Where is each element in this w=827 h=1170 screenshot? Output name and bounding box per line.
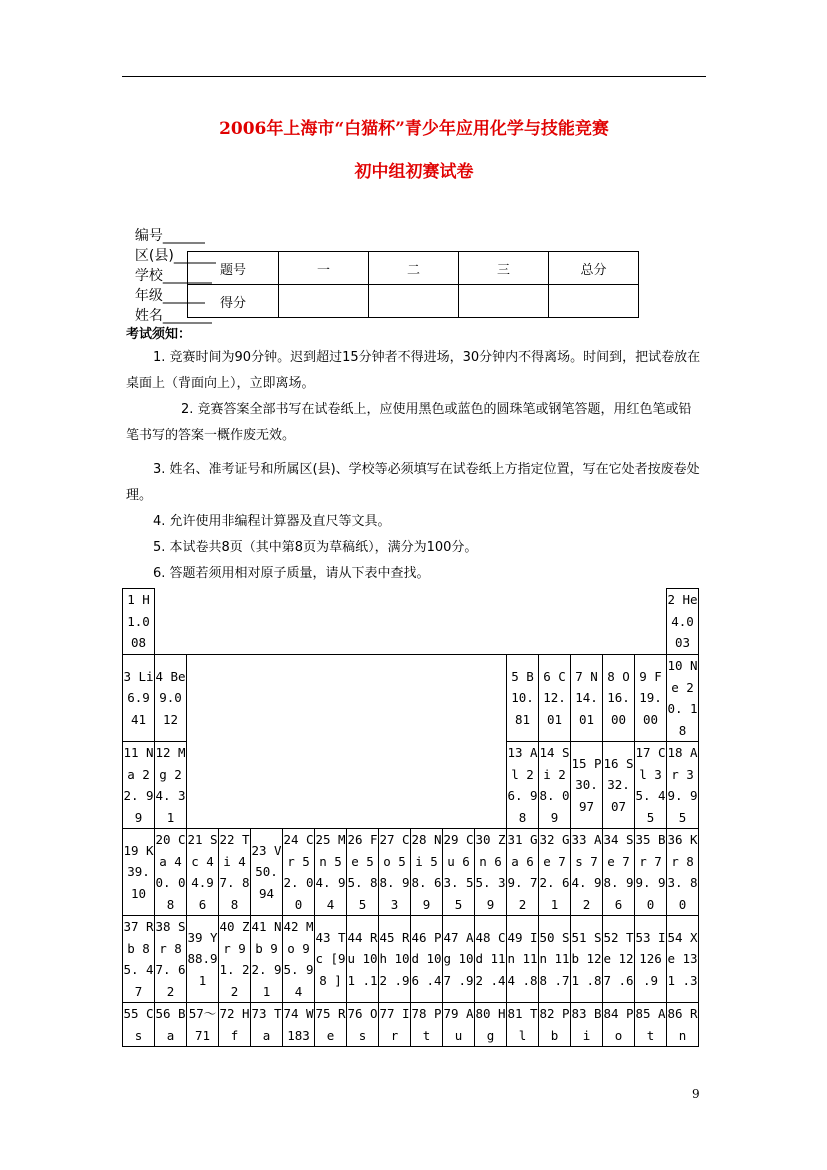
element-cell: 36 Kr 83. 80 — [667, 829, 699, 916]
element-cell: 4 Be 9.0 12 — [155, 655, 187, 742]
element-cell: 47 Ag 107 .9 — [443, 916, 475, 1003]
periodic-table — [122, 588, 699, 1047]
element-cell: 16 S 32. 07 — [603, 742, 635, 829]
element-cell: 9 F 19. 00 — [635, 655, 667, 742]
element-cell: 45 Rh 102 .9 — [379, 916, 411, 1003]
score-header-row — [188, 252, 639, 285]
element-cell: 80 Hg — [475, 1003, 507, 1047]
element-cell: 1 H 1.0 08 — [123, 589, 155, 655]
notice-item: 6. 答题若须用相对原子质量，请从下表中查找。 — [153, 566, 430, 581]
element-cell: 13 Al 26. 98 — [507, 742, 539, 829]
exam-subtitle: 初中组初赛试卷 — [354, 162, 474, 182]
element-cell: 5 B 10. 81 — [507, 655, 539, 742]
score-row-label: 得分 — [188, 285, 279, 318]
element-cell: 32 Ge 72. 61 — [539, 829, 571, 916]
element-cell: 2 He 4.0 03 — [667, 589, 699, 655]
element-cell: 28 Ni 58. 69 — [411, 829, 443, 916]
score-cell — [369, 285, 459, 318]
field-school: 学校_______ — [134, 268, 212, 284]
element-cell: 41 Nb 92. 91 — [251, 916, 283, 1003]
element-cell: 30 Zn 65. 39 — [475, 829, 507, 916]
exam-title: 2006年上海市“白猫杯”青少年应用化学与技能竞赛 — [219, 119, 609, 139]
element-cell: 37 Rb 85. 47 — [123, 916, 155, 1003]
score-table — [187, 251, 639, 318]
element-cell: 72 Hf — [219, 1003, 251, 1047]
element-cell: 53 I 126 .9 — [635, 916, 667, 1003]
element-cell: 79 Au — [443, 1003, 475, 1047]
field-grade: 年级______ — [134, 288, 205, 304]
element-cell: 3 Li 6.9 41 — [123, 655, 155, 742]
element-cell: 25 Mn 54. 94 — [315, 829, 347, 916]
element-cell: 77 Ir — [379, 1003, 411, 1047]
table-gap — [187, 655, 507, 829]
score-row — [188, 285, 639, 318]
element-cell: 27 Co 58. 93 — [379, 829, 411, 916]
element-cell: 39 Y 88.9 1 — [187, 916, 219, 1003]
field-district: 区(县)______ — [134, 248, 216, 264]
element-cell: 12 Mg 24. 31 — [155, 742, 187, 829]
notice-heading: 考试须知： — [126, 327, 192, 342]
element-cell: 10 Ne 20. 18 — [667, 655, 699, 742]
element-cell: 85 At — [635, 1003, 667, 1047]
element-cell: 23 V 50. 94 — [251, 829, 283, 916]
score-cell — [549, 285, 639, 318]
element-cell: 22 Ti 47. 88 — [219, 829, 251, 916]
element-cell: 73 Ta — [251, 1003, 283, 1047]
notice-item: 3. 姓名、准考证号和所属区(县)、学校等必须填写在试卷纸上方指定位置，写在它处者按废卷处理。 — [126, 462, 700, 503]
element-cell: 78 Pt — [411, 1003, 443, 1047]
element-cell: 31 Ga 69. 72 — [507, 829, 539, 916]
score-header-cell: 二 — [369, 252, 459, 285]
element-cell: 19 K 39. 10 — [123, 829, 155, 916]
header-rule — [122, 76, 706, 77]
element-cell: 26 Fe 55. 85 — [347, 829, 379, 916]
field-number: 编号______ — [134, 228, 205, 244]
element-cell: 18 Ar 39. 95 — [667, 742, 699, 829]
element-cell: 51 Sb 121 .8 — [571, 916, 603, 1003]
notice-item: 2. 竞赛答案全部书写在试卷纸上，应使用黑色或蓝色的圆珠笔或钢笔答题，用红色笔或铅笔书写的答案一概作废无效。 — [126, 402, 692, 443]
field-name: 姓名_______ — [134, 308, 212, 324]
element-cell: 57～ 71 — [187, 1003, 219, 1047]
element-cell: 35 Br 79. 90 — [635, 829, 667, 916]
score-header-cell: 总分 — [549, 252, 639, 285]
element-cell: 52 Te 127 .6 — [603, 916, 635, 1003]
notice-item: 4. 允许使用非编程计算器及直尺等文具。 — [153, 514, 391, 529]
element-cell: 49 In 114 .8 — [507, 916, 539, 1003]
period-5-row — [123, 916, 699, 1003]
element-cell: 38 Sr 87. 62 — [155, 916, 187, 1003]
element-cell: 82 Pb — [539, 1003, 571, 1047]
table-gap — [155, 589, 667, 655]
period-6-row — [123, 1003, 699, 1047]
score-cell — [459, 285, 549, 318]
element-cell: 46 Pd 106 .4 — [411, 916, 443, 1003]
element-cell: 20 Ca 40. 08 — [155, 829, 187, 916]
score-cell — [279, 285, 369, 318]
element-cell: 83 Bi — [571, 1003, 603, 1047]
element-cell: 86 Rn — [667, 1003, 699, 1047]
element-cell: 7 N 14. 01 — [571, 655, 603, 742]
element-cell: 40 Zr 91. 22 — [219, 916, 251, 1003]
period-4-row — [123, 829, 699, 916]
element-cell: 54 Xe 131 .3 — [667, 916, 699, 1003]
element-cell: 44 Ru 101 .1 — [347, 916, 379, 1003]
score-header-cell: 一 — [279, 252, 369, 285]
element-cell: 84 Po — [603, 1003, 635, 1047]
notice-item: 5. 本试卷共8页（其中第8页为草稿纸），满分为100分。 — [153, 540, 478, 555]
score-header-cell: 题号 — [188, 252, 279, 285]
element-cell: 48 Cd 112 .4 — [475, 916, 507, 1003]
element-cell: 43 Tc [98 ] — [315, 916, 347, 1003]
element-cell: 55 Cs — [123, 1003, 155, 1047]
element-cell: 42 Mo 95. 94 — [283, 916, 315, 1003]
notice-item: 1. 竞赛时间为90分钟。迟到超过15分钟者不得进场，30分钟内不得离场。时间到，把试卷放在桌面上（背面向上），立即离场。 — [126, 350, 701, 391]
element-cell: 14 Si 28. 09 — [539, 742, 571, 829]
element-cell: 76 Os — [347, 1003, 379, 1047]
element-cell: 24 Cr 52. 00 — [283, 829, 315, 916]
element-cell: 17 Cl 35. 45 — [635, 742, 667, 829]
period-2-row — [123, 655, 699, 742]
element-cell: 33 As 74. 92 — [571, 829, 603, 916]
element-cell: 21 Sc 44.9 6 — [187, 829, 219, 916]
element-cell: 8 O 16. 00 — [603, 655, 635, 742]
element-cell: 6 C 12. 01 — [539, 655, 571, 742]
element-cell: 56 Ba — [155, 1003, 187, 1047]
element-cell: 74 W 183 — [283, 1003, 315, 1047]
element-cell: 29 Cu 63. 55 — [443, 829, 475, 916]
element-cell: 81 Tl — [507, 1003, 539, 1047]
element-cell: 34 Se 78. 96 — [603, 829, 635, 916]
score-header-cell: 三 — [459, 252, 549, 285]
element-cell: 11 Na 22. 99 — [123, 742, 155, 829]
page-number: 9 — [692, 1087, 700, 1101]
element-cell: 75 Re — [315, 1003, 347, 1047]
element-cell: 50 Sn 118 .7 — [539, 916, 571, 1003]
element-cell: 15 P 30. 97 — [571, 742, 603, 829]
period-1-row — [123, 589, 699, 655]
